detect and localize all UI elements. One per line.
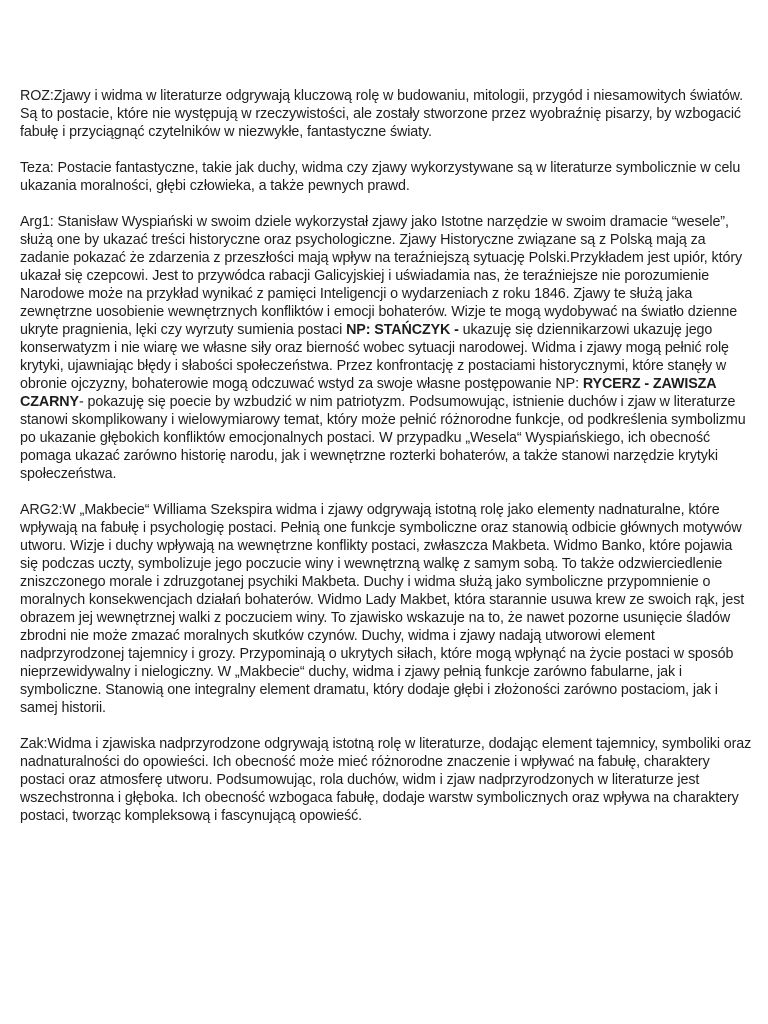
argument-2-paragraph: ARG2:W „Makbecie“ Williama Szekspira widma i zjawy odgrywają istotną rolę jako elementy nadnaturalne, które wpływają na fabułę i psychologię postaci. Pełnią one funkcje symboliczne oraz stanowią odbicie głównych motywów utworu. Wizje i duchy wpływają na wewnętrzne konflikty postaci, zwłaszcza Makbeta. Widmo Banko, które pojawia się podczas uczty, symbolizuje jego poczucie winy i wewnętrzną walkę z samym sobą. To także odzwierciedlenie zniszczonego morale i zdruzgotanej psychiki Makbeta. Duchy i widma służą jako symboliczne przypomnienie o moralnych konsekwencjach działań bohaterów. Widmo Lady Makbet, która starannie usuwa krew ze swoich rąk, jest obrazem jej wewnętrznej walki z poczuciem winy. To zjawisko wskazuje na to, że nawet pozorne usunięcie śladów zbrodni nie może zmazać moralnych skutków czynów. Duchy, widma i zjawy nadają utworowi element nadprzyrodzonej tajemnicy i grozy. Przypominają o ukrytych siłach, które mogą wpłynąć na życie postaci w sposób nieprzewidywalny i nielogiczny. W „Makbecie“ duchy, widma i zjawy pełnią funkcje zarówno fabularne, jak i symboliczne. Stanowią one integralny element dramatu, który dodaje głębi i złożoności zarówno postaciom, jak i samej historii.	[20, 502, 745, 716]
argument-1-text-part-2: ukazuję się dziennikarzowi ukazuję jego konserwatyzm i nie wiarę we własne siły oraz bierność wobec sytuacji narodowej. Widma i zjawy mogą pełnić rolę krytyki, ujawniając błędy i słabości społeczeństwa. Przez konfrontację z postaciami historycznymi, które stanęły w obronie ojczyzny, bohaterowie mogą odczuwać wstyd za swoje własne postępowanie NP:	[20, 322, 729, 392]
document-page	[20, 87, 754, 843]
example-rycerz-zawisza: RYCERZ - ZAWISZA CZARNY	[20, 376, 716, 410]
conclusion-paragraph: Zak:Widma i zjawiska nadprzyrodzone odgrywają istotną rolę w literaturze, dodając element tajemnicy, symboliki oraz nadnaturalności do opowieści. Ich obecność może mieć różnorodne znaczenie i wpływać na fabułę, charaktery postaci oraz atmosferę utworu. Podsumowując, rola duchów, widm i zjaw nadprzyrodzonych w literaturze jest wszechstronna i głęboka. Ich obecność wzbogaca fabułę, dodaje warstw symbolicznych oraz wpływa na charaktery postaci, tworząc kompleksową i fascynującą opowieść.	[20, 736, 752, 824]
argument-1-text-part-1: Arg1: Stanisław Wyspiański w swoim dziele wykorzystał zjawy jako Istotne narzędzie w swoim dramacie “wesele”, służą one by ukazać treści historyczne oraz psychologiczne. Zjawy Historyczne związane są z Polską mają za zadanie pokazać że zdarzenia z przeszłości mają wpływ na teraźniejszą sytuację Polski.Przykładem jest upiór, który ukazał się czepcowi. Jest to przywódca rabacji Galicyjskiej i uświadamia nas, że teraźniejsze nie porozumienie Narodowe może na przykład wynikać z pamięci Inteligencji o wydarzeniach z roku 1846. Zjawy te służą jaka zewnętrzne uosobienie wewnętrznych konfliktów i emocji bohaterów. Wizje te mogą wydobywać na światło dzienne ukryte pragnienia, lęki czy wyrzuty sumienia postaci	[20, 214, 743, 338]
argument-1-text-part-3: - pokazuję się poecie by wzbudzić w nim patriotyzm. Podsumowując, istnienie duchów i zjaw w literaturze stanowi skomplikowany i wielowymiarowy temat, który może pełnić różnorodne funkcje, od podkreślenia symbolizmu po ukazanie głębokich konfliktów emocjonalnych postaci. W przypadku „Wesela“ Wyspiańskiego, ich obecność pomaga ukazać zarówno historię narodu, jak i wewnętrzne rozterki bohaterów, a także stanowi narzędzie krytyki społeczeństwa.	[20, 394, 746, 482]
thesis-paragraph: Teza: Postacie fantastyczne, takie jak duchy, widma czy zjawy wykorzystywane są w literaturze symbolicznie w celu ukazania moralności, głębi człowieka, a także pewnych prawd.	[20, 160, 741, 194]
argument-1-paragraph	[20, 213, 754, 483]
intro-paragraph: ROZ:Zjawy i widma w literaturze odgrywają kluczową rolę w budowaniu, mitologii, przygód i niesamowitych światów. Są to postacie, które nie występują w rzeczywistości, ale zostały stworzone przez wyobraźnię pisarzy, by wzbogacić fabułę i przyciągnąć czytelników w niezwykłe, fantastyczne światy.	[20, 88, 743, 140]
example-stanczyk: NP: STAŃCZYK -	[346, 322, 459, 338]
